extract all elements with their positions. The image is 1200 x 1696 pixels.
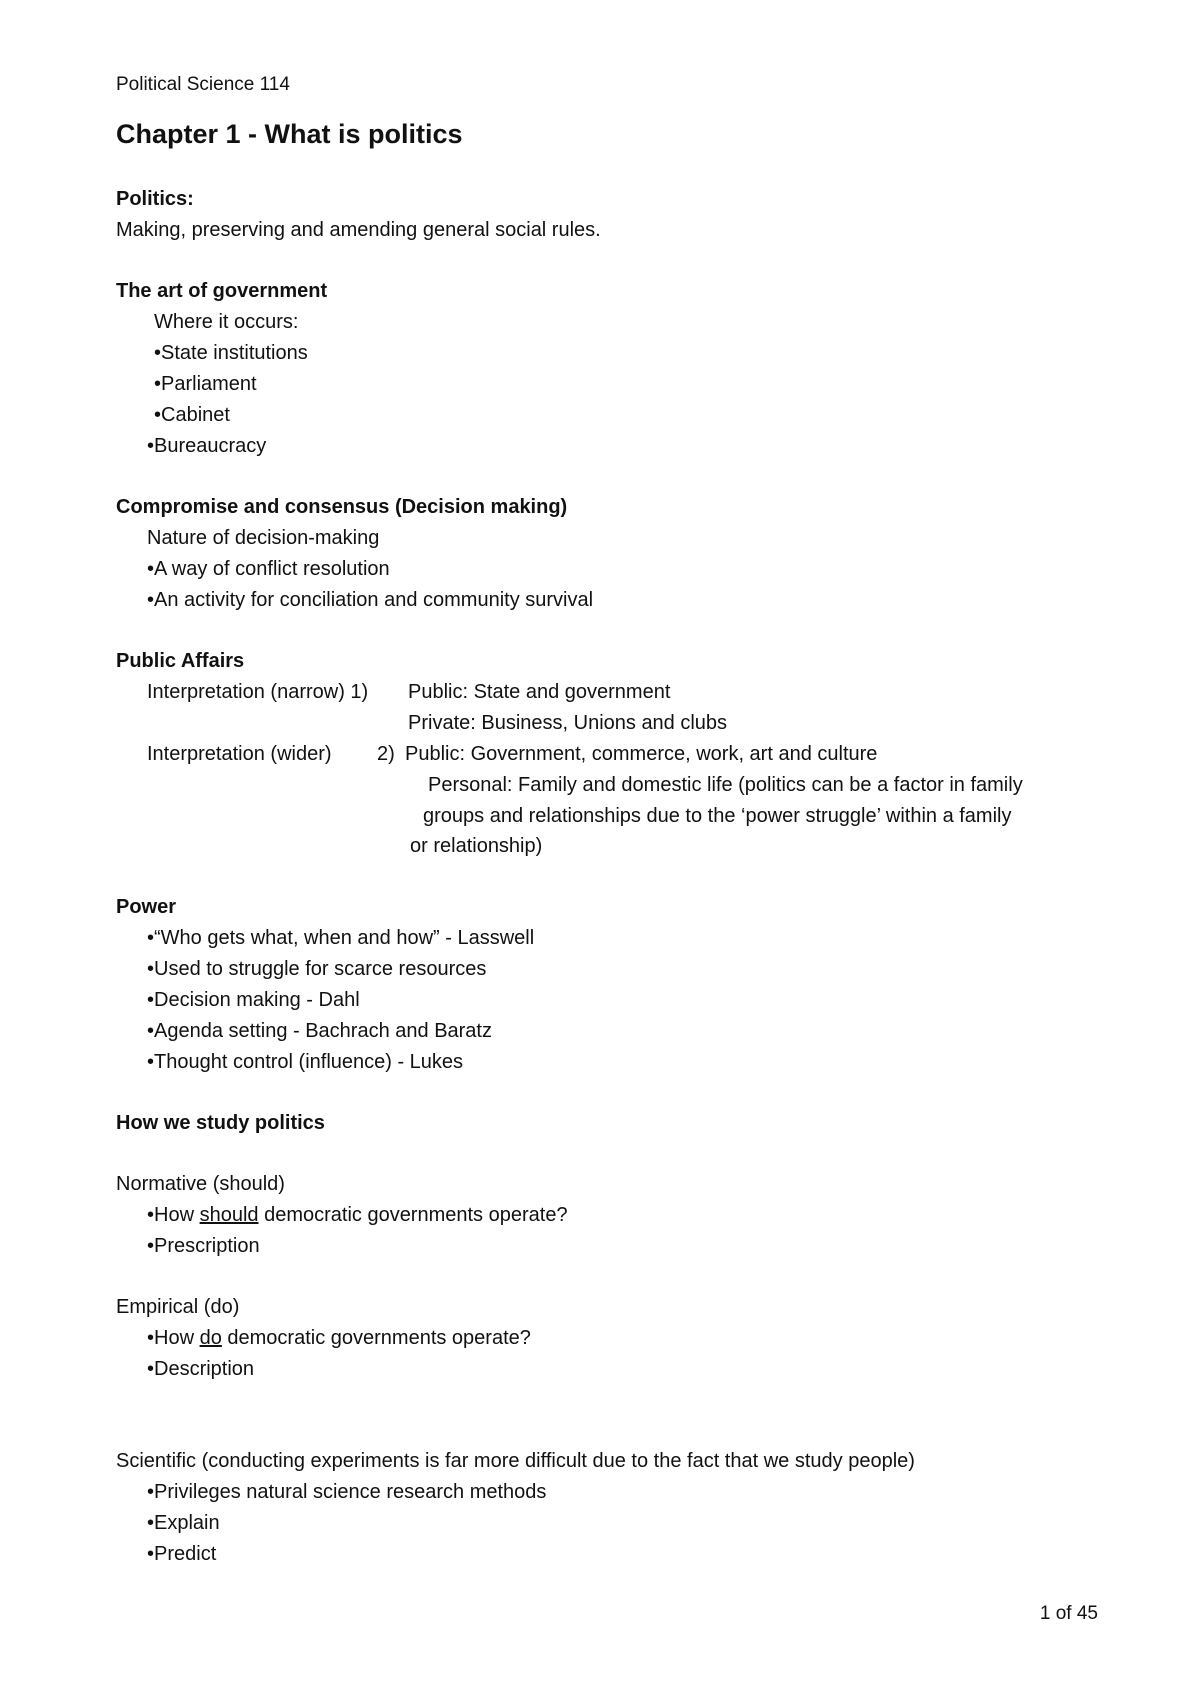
wider-personal-line-1: Personal: Family and domestic life (politics can be a factor in family [428,774,1023,796]
politics-definition: Making, preserving and amending general social rules. [116,219,601,241]
question-suffix: democratic governments operate? [221,1327,531,1349]
normative-heading: Normative (should) [116,1173,285,1195]
art-of-government-intro: Where it occurs: [154,311,299,333]
list-item: •Privileges natural science research methods [147,1481,547,1503]
wider-public: Public: Government, commerce, work, art and culture [405,743,878,765]
page-number: 1 of 45 [1039,1603,1098,1624]
narrow-interpretation-label: Interpretation (narrow) 1) [147,681,369,703]
list-item: •Cabinet [154,404,230,426]
list-item: •Explain [147,1512,220,1534]
list-item [147,1324,531,1352]
list-item: •A way of conflict resolution [147,558,390,580]
list-item [147,1201,568,1229]
list-item: •Used to struggle for scarce resources [147,958,487,980]
question-prefix: •How [147,1327,200,1349]
list-item: •Description [147,1358,255,1380]
art-of-government-heading: The art of government [116,280,328,302]
wider-personal-line-2: groups and relationships due to the ‘power struggle’ within a family [423,805,1012,827]
wider-interpretation-label: Interpretation (wider) [147,743,332,765]
question-prefix: •How [147,1204,200,1226]
list-item: •Decision making - Dahl [147,989,360,1011]
list-item: •Predict [147,1543,217,1565]
compromise-intro: Nature of decision-making [147,527,380,549]
narrow-public: Public: State and government [408,681,671,703]
list-item: •Prescription [147,1235,260,1257]
course-name: Political Science 114 [116,74,290,95]
politics-heading: Politics: [116,188,194,210]
emphasized-word: should [199,1204,259,1226]
list-item: •Agenda setting - Bachrach and Baratz [147,1020,492,1042]
narrow-private: Private: Business, Unions and clubs [408,712,728,734]
emphasized-word: do [199,1327,222,1349]
list-item: •Thought control (influence) - Lukes [147,1051,464,1073]
empirical-heading: Empirical (do) [116,1296,240,1318]
chapter-title: Chapter 1 - What is politics [116,119,463,149]
study-heading: How we study politics [116,1112,325,1134]
list-item: •State institutions [154,342,308,364]
compromise-heading: Compromise and consensus (Decision making) [116,496,568,518]
list-item: •Bureaucracy [147,435,267,457]
public-affairs-heading: Public Affairs [116,650,245,672]
list-item: •Parliament [154,373,257,395]
list-item: •“Who gets what, when and how” - Lasswell [147,927,535,949]
list-item: •An activity for conciliation and community survival [147,589,594,611]
wider-personal-line-3: or relationship) [410,835,543,857]
scientific-heading: Scientific (conducting experiments is far more difficult due to the fact that we study people) [116,1450,915,1472]
power-heading: Power [116,896,177,918]
wider-interpretation-number: 2) [377,743,395,765]
question-suffix: democratic governments operate? [258,1204,568,1226]
